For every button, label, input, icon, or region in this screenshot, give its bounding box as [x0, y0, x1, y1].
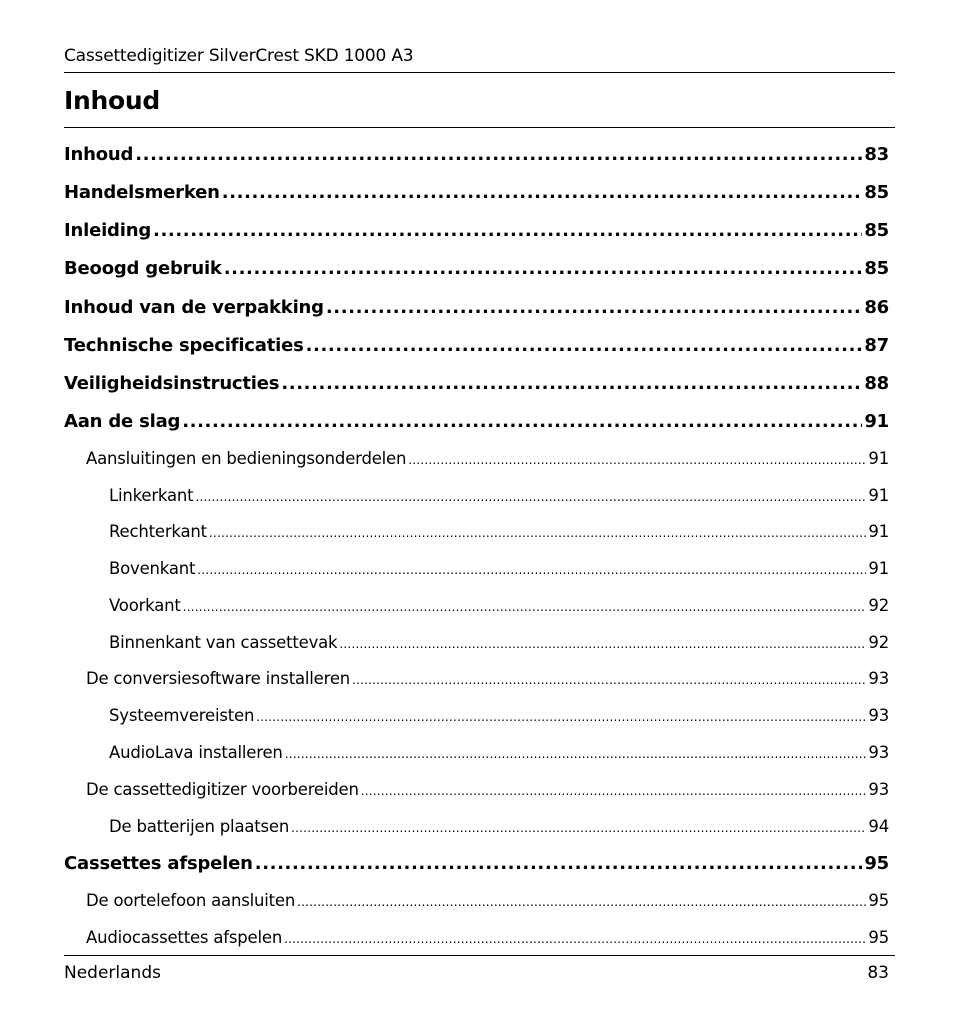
toc-entry-page: 91 — [868, 486, 889, 505]
footer-rule — [64, 955, 895, 956]
toc-leader-dots — [224, 258, 863, 279]
toc-entry-label: Technische specificaties — [64, 335, 304, 356]
toc-entry-label: Rechterkant — [109, 522, 207, 541]
toc-leader-dots — [285, 747, 867, 761]
toc-entry — [86, 449, 889, 468]
toc-entry — [86, 780, 889, 799]
toc-entry-page: 94 — [868, 817, 889, 836]
toc-entry-page: 88 — [864, 373, 889, 394]
toc-entry-label: Systeemvereisten — [109, 706, 255, 725]
toc-entry-label: Bovenkant — [109, 559, 196, 578]
toc-entry — [109, 743, 889, 762]
toc-entry — [109, 817, 889, 836]
toc-entry — [109, 596, 889, 615]
toc-entry — [109, 633, 889, 652]
toc-leader-dots — [153, 220, 862, 241]
toc-entry-label: Voorkant — [109, 596, 181, 615]
toc-leader-dots — [326, 297, 863, 318]
toc-leader-dots — [209, 526, 866, 540]
toc-entry — [109, 486, 889, 505]
toc-entry-page: 95 — [868, 891, 889, 910]
toc-entry — [64, 853, 889, 874]
toc-entry-page: 92 — [868, 596, 889, 615]
toc-entry-label: De oortelefoon aansluiten — [86, 891, 296, 910]
toc-entry-page: 91 — [868, 522, 889, 541]
toc-entry — [64, 297, 889, 318]
toc-entry-page: 93 — [868, 780, 889, 799]
toc-entry-page: 91 — [864, 411, 889, 432]
toc-entry — [64, 220, 889, 241]
toc-leader-dots — [361, 784, 867, 798]
toc-entry — [86, 669, 889, 688]
toc-leader-dots — [135, 144, 862, 165]
toc-entry-label: De cassettedigitizer voorbereiden — [86, 780, 359, 799]
toc-entry — [86, 891, 889, 910]
toc-entry-page: 95 — [864, 853, 889, 874]
toc-leader-dots — [352, 673, 866, 687]
toc-entry — [86, 928, 889, 947]
toc-entry-page: 85 — [864, 182, 889, 203]
footer-language: Nederlands — [64, 963, 161, 983]
toc-entry-page: 87 — [864, 335, 889, 356]
toc-leader-dots — [183, 600, 867, 614]
toc-leader-dots — [255, 853, 863, 874]
footer-page-number: 83 — [867, 963, 889, 983]
toc-entry — [64, 144, 889, 165]
toc-entry — [109, 559, 889, 578]
toc-entry — [64, 182, 889, 203]
toc-entry-page: 92 — [868, 633, 889, 652]
toc-entry — [64, 335, 889, 356]
toc-entry-label: Binnenkant van cassettevak — [109, 633, 338, 652]
toc-leader-dots — [195, 490, 866, 504]
toc-entry — [64, 258, 889, 279]
toc-entry-label: Aan de slag — [64, 411, 181, 432]
toc-entry-label: De conversiesoftware installeren — [86, 669, 351, 688]
toc-entry-label: Inhoud van de verpakking — [64, 297, 324, 318]
toc-leader-dots — [222, 182, 863, 203]
toc-entry-label: AudioLava installeren — [109, 743, 283, 762]
toc-entry-page: 85 — [864, 258, 889, 279]
toc-entry-page: 86 — [864, 297, 889, 318]
toc-entry-label: Audiocassettes afspelen — [86, 928, 283, 947]
toc-leader-dots — [297, 895, 866, 909]
toc-entry-label: Cassettes afspelen — [64, 853, 253, 874]
toc-entry-page: 93 — [868, 669, 889, 688]
toc-entry — [109, 522, 889, 541]
toc-entry — [109, 706, 889, 725]
toc-entry-label: De batterijen plaatsen — [109, 817, 290, 836]
document-header: Cassettedigitizer SilverCrest SKD 1000 A3 — [64, 46, 414, 66]
toc-entry-label: Aansluitingen en bedieningsonderdelen — [86, 449, 407, 468]
toc-entry — [64, 373, 889, 394]
toc-entry-page: 91 — [868, 449, 889, 468]
toc-leader-dots — [408, 453, 866, 467]
toc-leader-dots — [339, 637, 866, 651]
toc-entry — [64, 411, 889, 432]
header-rule — [64, 72, 895, 73]
toc-leader-dots — [197, 563, 866, 577]
toc-leader-dots — [256, 710, 866, 724]
toc-entry-label: Inhoud — [64, 144, 134, 165]
toc-entry-page: 83 — [864, 144, 889, 165]
toc-leader-dots — [291, 821, 866, 835]
toc-leader-dots — [306, 335, 863, 356]
toc-leader-dots — [281, 373, 862, 394]
toc-entry-page: 93 — [868, 743, 889, 762]
toc-entry-label: Handelsmerken — [64, 182, 220, 203]
toc-entry-label: Veiligheidsinstructies — [64, 373, 280, 394]
toc-entry-page: 85 — [864, 220, 889, 241]
toc-entry-label: Linkerkant — [109, 486, 194, 505]
toc-leader-dots — [284, 932, 866, 946]
toc-entry-page: 91 — [868, 559, 889, 578]
toc-leader-dots — [182, 411, 862, 432]
toc-entry-label: Inleiding — [64, 220, 152, 241]
toc-entry-page: 95 — [868, 928, 889, 947]
toc-entry-page: 93 — [868, 706, 889, 725]
page-title: Inhoud — [64, 86, 160, 115]
title-rule — [64, 127, 895, 128]
toc-entry-label: Beoogd gebruik — [64, 258, 222, 279]
